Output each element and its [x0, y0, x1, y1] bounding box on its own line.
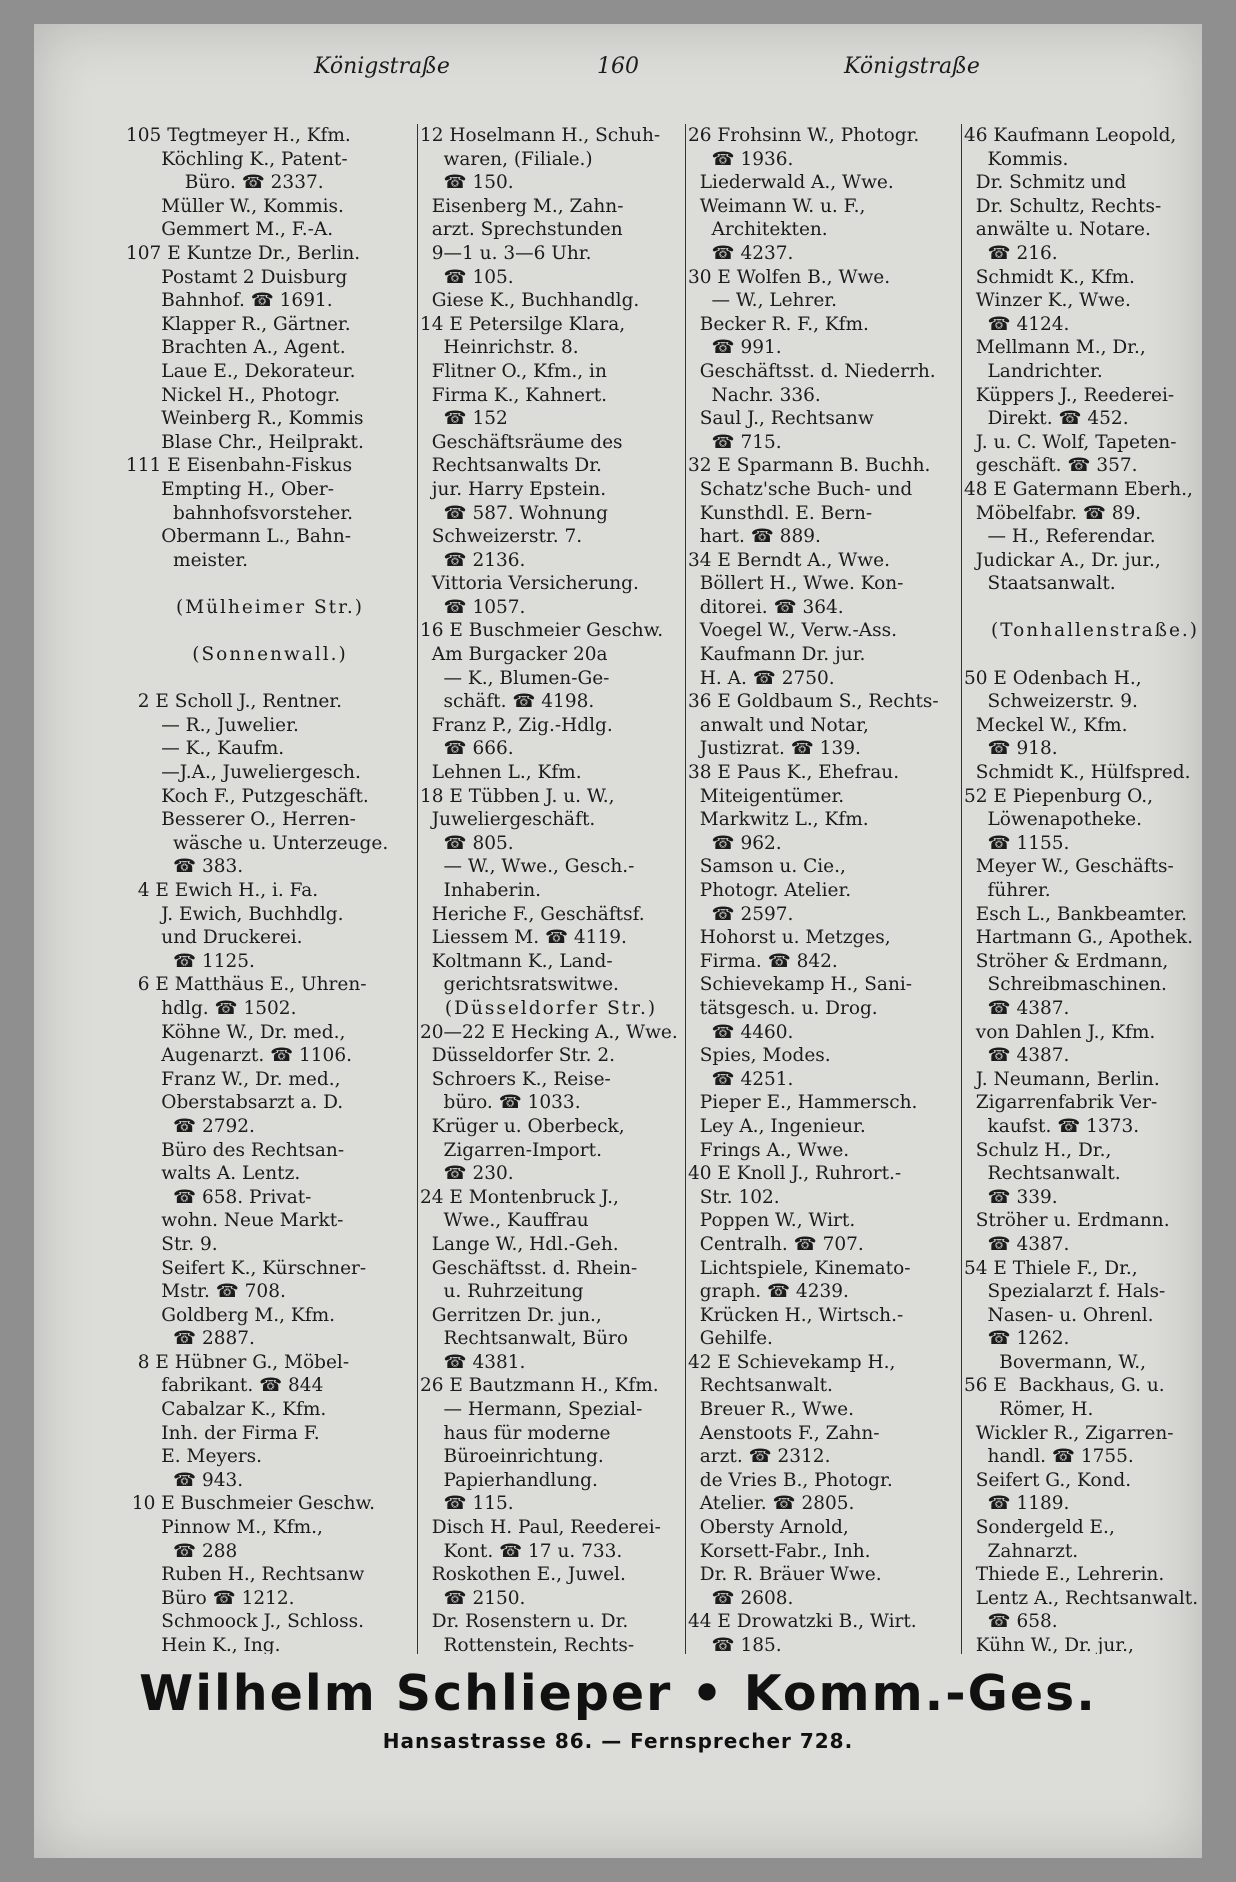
directory-entry-line: 48 E Gatermann Eberh., — [964, 478, 1193, 500]
directory-entry-line: Koltmann K., Land- — [420, 950, 613, 972]
directory-entry-line: 44 E Drowatzki B., Wirt. — [688, 1611, 917, 1633]
directory-entry-line: 105 Tegtmeyer H., Kfm. — [126, 125, 351, 146]
directory-entry-line: von Dahlen J., Kfm. — [964, 1021, 1156, 1043]
directory-entry-line: ☎ 216. — [964, 242, 1058, 264]
directory-entry-line: Wwe., Kauffrau — [420, 1210, 589, 1232]
directory-entry-line: ☎ 230. — [420, 1163, 514, 1185]
directory-entry-line: 107 E Kuntze Dr., Berlin. — [126, 242, 361, 264]
directory-entry-line: Liessem M. ☎ 4119. — [420, 927, 627, 949]
directory-entry-line: ☎ 2608. — [688, 1587, 794, 1609]
directory-entry-line: ☎ 1936. — [688, 148, 794, 170]
directory-entry-line: Schmidt K., Hülfspred. — [964, 762, 1191, 784]
directory-entry-line: Voegel W., Verw.-Ass. — [688, 620, 897, 642]
directory-entry-line: Augenarzt. ☎ 1106. — [126, 1045, 352, 1067]
directory-entry-line: arzt. ☎ 2312. — [688, 1446, 831, 1468]
directory-entry-line: Köchling K., Patent- — [126, 148, 348, 170]
directory-entry-line: ☎ 185. — [688, 1635, 782, 1654]
directory-entry-line: Lehnen L., Kfm. — [420, 762, 582, 784]
directory-entry-line: arzt. Sprechstunden — [420, 219, 623, 241]
directory-entry-line: ☎ 1057. — [420, 596, 526, 618]
directory-entry-line: Schatz'sche Buch- und — [688, 478, 913, 500]
directory-entry-line: waren, (Filiale.) — [420, 148, 593, 170]
directory-entry-line: bahnhofsvorsteher. — [126, 502, 354, 524]
directory-entry-line: schäft. ☎ 4198. — [420, 691, 595, 713]
directory-page — [34, 24, 1202, 1858]
column-2 — [420, 124, 682, 1654]
directory-entry-line: ☎ 105. — [420, 266, 514, 288]
advertisement — [34, 1664, 1202, 1758]
directory-entry-line: Schmidt K., Kfm. — [964, 266, 1135, 288]
directory-entry-line: Becker R. F., Kfm. — [688, 313, 869, 335]
directory-entry-line: 18 E Tübben J. u. W., — [420, 785, 615, 807]
directory-entry-line: Brachten A., Agent. — [126, 337, 346, 359]
directory-entry-line: gerichtsratswitwe. — [420, 974, 619, 996]
directory-entry-line: wohn. Neue Markt- — [126, 1210, 344, 1232]
directory-entry-line: ☎ 587. Wohnung — [420, 502, 608, 524]
directory-entry-line: Geschäftsst. d. Niederrh. — [688, 360, 936, 382]
column-divider — [961, 124, 962, 1654]
directory-entry-line: Pinnow M., Kfm., — [126, 1517, 323, 1539]
directory-entry-line: — K., Kaufm. — [126, 738, 285, 760]
directory-entry-line: ☎ 1155. — [964, 832, 1070, 854]
directory-entry-line: H. A. ☎ 2750. — [688, 667, 835, 689]
directory-entry-line: Sondergeld E., — [964, 1517, 1115, 1539]
directory-entry-line: ☎ 1262. — [964, 1328, 1070, 1350]
directory-entry-line: Dr. Schmitz und — [964, 172, 1127, 194]
directory-entry-line: Atelier. ☎ 2805. — [688, 1493, 855, 1515]
directory-entry-line: Möbelfabr. ☎ 89. — [964, 502, 1142, 524]
column-4 — [964, 124, 1226, 1654]
directory-entry-line: Judickar A., Dr. jur., — [964, 549, 1161, 571]
directory-entry-line: Gehilfe. — [688, 1328, 773, 1350]
directory-entry-line: 32 E Sparmann B. Buchh. — [688, 455, 931, 477]
directory-entry-line: Juweliergeschäft. — [420, 809, 596, 831]
directory-entry-line: Wickler R., Zigarren- — [964, 1422, 1174, 1444]
directory-entry-line: Winzer K., Wwe. — [964, 290, 1131, 312]
directory-entry-line: Zigarrenfabrik Ver- — [964, 1092, 1158, 1114]
directory-entry-line: Photogr. Atelier. — [688, 880, 852, 901]
directory-entry-line: ☎ 115. — [420, 1493, 514, 1515]
directory-entry-line: Zahnarzt. — [964, 1540, 1079, 1562]
directory-entry-line: Büro des Rechtsan- — [126, 1139, 345, 1161]
directory-entry-line: Rechtsanwalt. — [688, 1375, 833, 1397]
directory-entry-line: ☎ 4460. — [688, 1021, 794, 1043]
directory-entry-line: ☎ 658. — [964, 1611, 1058, 1633]
column-divider — [417, 124, 418, 1654]
directory-entry-line: ☎ 4387. — [964, 1233, 1070, 1255]
directory-entry-line: Nachr. 336. — [688, 384, 821, 406]
directory-entry-line: ☎ 918. — [964, 738, 1058, 760]
directory-entry-line: Disch H. Paul, Reederei- — [420, 1517, 661, 1539]
directory-entry-line: Obersty Arnold, — [688, 1517, 849, 1539]
directory-entry-line: Samson u. Cie., — [688, 856, 846, 878]
directory-entry-line: Vittoria Versicherung. — [420, 573, 639, 595]
directory-entry-line: ☎ 2136. — [420, 549, 526, 571]
directory-entry-line: Goldberg M., Kfm. — [126, 1304, 335, 1326]
directory-entry-line: ☎ 2597. — [688, 903, 794, 925]
directory-entry-line: Dr. Rosenstern u. Dr. — [420, 1611, 629, 1633]
directory-entry-line: Schievekamp H., Sani- — [688, 974, 913, 996]
directory-entry-line: walts A. Lentz. — [126, 1163, 301, 1185]
directory-entry-line: geschäft. ☎ 357. — [964, 455, 1138, 477]
directory-entry-line: anwalt und Notar, — [688, 714, 869, 736]
directory-entry-line: kaufst. ☎ 1373. — [964, 1115, 1140, 1137]
directory-entry-line: ☎ 4124. — [964, 313, 1070, 335]
directory-entry-line: Liederwald A., Wwe. — [688, 172, 894, 194]
directory-entry-line: Pieper E., Hammersch. — [688, 1092, 918, 1114]
directory-entry-line: Löwenapotheke. — [964, 809, 1142, 831]
directory-entry-line: ditorei. ☎ 364. — [688, 596, 844, 618]
directory-entry-line: Ruben H., Rechtsanw — [126, 1564, 365, 1586]
directory-entry-line: Franz P., Zig.-Hdlg. — [420, 714, 613, 736]
directory-entry-line: ☎ 383. — [126, 856, 244, 878]
directory-entry-line: ☎ 943. — [126, 1469, 244, 1491]
directory-entry-line: Meyer W., Geschäfts- — [964, 856, 1174, 878]
directory-entry-line: 56 E Backhaus, G. u. — [964, 1375, 1165, 1397]
directory-entry-line: Kaufmann Dr. jur. — [688, 644, 866, 666]
directory-entry-line: Heinrichstr. 8. — [420, 337, 579, 359]
directory-entry-line: — W., Wwe., Gesch.- — [420, 856, 635, 878]
directory-entry-line: 6 E Matthäus E., Uhren- — [126, 974, 367, 996]
directory-entry-line: Gemmert M., F.-A. — [126, 219, 334, 241]
section-heading: (Sonnenwall.) — [192, 644, 348, 666]
ad-firm-name: Wilhelm Schlieper • Komm.-Ges. — [139, 1665, 1097, 1722]
directory-entry-line: Zigarren-Import. — [420, 1139, 602, 1161]
directory-entry-line: ☎ 1125. — [126, 950, 255, 972]
directory-entry-line: Korsett-Fabr., Inh. — [688, 1540, 871, 1562]
directory-entry-line: Römer, H. — [964, 1399, 1094, 1421]
directory-entry-line: Rottenstein, Rechts- — [420, 1635, 635, 1654]
directory-entry-line: ☎ 2887. — [126, 1328, 255, 1350]
directory-entry-line: — H., Referendar. — [964, 526, 1156, 548]
directory-entry-line: Oberstabsarzt a. D. — [126, 1092, 344, 1114]
directory-entry-line: —J.A., Juweliergesch. — [126, 762, 361, 784]
directory-entry-line: ☎ 2150. — [420, 1587, 526, 1609]
directory-entry-line: und Druckerei. — [126, 927, 303, 949]
directory-entry-line: Frings A., Wwe. — [688, 1139, 850, 1161]
directory-entry-line: ☎ 339. — [964, 1186, 1058, 1208]
directory-entry-line: ☎ 4387. — [964, 1045, 1070, 1067]
directory-entry-line: Weinberg R., Kommis — [126, 408, 364, 430]
directory-entry-line: Spezialarzt f. Hals- — [964, 1281, 1166, 1303]
column-1 — [126, 124, 414, 1654]
directory-entry-line: Rechtsanwalt, Büro — [420, 1328, 629, 1350]
column-divider — [685, 124, 686, 1654]
directory-entry-line: Büro ☎ 1212. — [126, 1587, 295, 1609]
directory-entry-line — [126, 572, 414, 596]
directory-entry-line: 46 Kaufmann Leopold, — [964, 125, 1177, 146]
directory-entry-line: 12 Hoselmann H., Schuh- — [420, 125, 661, 146]
directory-entry-line: wäsche u. Unterzeuge. — [126, 832, 389, 854]
directory-entry-line: graph. ☎ 4239. — [688, 1281, 849, 1303]
directory-entry-line: Inh. der Firma F. — [126, 1422, 320, 1444]
directory-entry-line: Ley A., Ingenieur. — [688, 1115, 866, 1137]
directory-entry-line: meister. — [126, 549, 249, 571]
directory-entry-line: Ströher & Erdmann, — [964, 950, 1169, 972]
directory-entry-line: J. Neumann, Berlin. — [964, 1068, 1160, 1090]
directory-entry-line: Kühn W., Dr. jur., — [964, 1635, 1134, 1654]
directory-entry-line: Lentz A., Rechtsanwalt. — [964, 1587, 1199, 1609]
directory-entry-line: tätsgesch. u. Drog. — [688, 997, 878, 1019]
directory-entry-line: Staatsanwalt. — [964, 573, 1116, 595]
directory-entry-line: 2 E Scholl J., Rentner. — [126, 691, 343, 713]
section-heading: (Mülheimer Str.) — [175, 596, 364, 618]
directory-entry-line: de Vries B., Photogr. — [688, 1469, 893, 1491]
directory-entry-line: Schreibmaschinen. — [964, 974, 1167, 996]
directory-entry-line: 8 E Hübner G., Möbel- — [126, 1351, 350, 1373]
directory-entry-line: Thiede E., Lehrerin. — [964, 1564, 1165, 1586]
directory-entry-line: Hein K., Ing. — [126, 1635, 281, 1654]
directory-entry-line: Roskothen E., Juwel. — [420, 1564, 626, 1586]
directory-entry-line: J. u. C. Wolf, Tapeten- — [964, 431, 1177, 453]
directory-entry-line: Seifert G., Kond. — [964, 1469, 1132, 1491]
directory-entry-line: — K., Blumen-Ge- — [420, 667, 610, 689]
directory-entry-line: 14 E Petersilge Klara, — [420, 313, 626, 335]
directory-entry-line: Lichtspiele, Kinemato- — [688, 1257, 911, 1279]
section-heading: (Tonhallenstraße.) — [990, 620, 1200, 642]
directory-entry-line: Franz W., Dr. med., — [126, 1068, 341, 1090]
directory-entry-line — [126, 619, 414, 643]
directory-entry-line: Schroers K., Reise- — [420, 1068, 611, 1090]
directory-entry-line: Kont. ☎ 17 u. 733. — [420, 1540, 623, 1562]
directory-entry-line: Spies, Modes. — [688, 1045, 831, 1067]
directory-entry-line: Dr. R. Bräuer Wwe. — [688, 1564, 882, 1586]
directory-entry-line: Seifert K., Kürschner- — [126, 1257, 367, 1279]
directory-entry-line: Papierhandlung. — [420, 1469, 598, 1491]
directory-entry-line: Ströher u. Erdmann. — [964, 1210, 1170, 1232]
directory-entry-line: Poppen W., Wirt. — [688, 1210, 856, 1232]
directory-entry-line: Krücken H., Wirtsch.- — [688, 1304, 904, 1326]
directory-entry-line: 20—22 E Hecking A., Wwe. — [420, 1021, 678, 1043]
directory-entry-line: E. Meyers. — [126, 1446, 263, 1468]
directory-entry-line: ☎ 658. Privat- — [126, 1186, 312, 1208]
directory-entry-line: Kommis. — [964, 148, 1069, 170]
directory-entry-line: 54 E Thiele F., Dr., — [964, 1257, 1138, 1279]
directory-entry-line: ☎ 991. — [688, 337, 782, 359]
directory-entry-line: — W., Lehrer. — [688, 290, 837, 312]
directory-entry-line: Aenstoots F., Zahn- — [688, 1422, 880, 1444]
directory-entry-line: 24 E Montenbruck J., — [420, 1186, 619, 1208]
directory-entry-line: Lange W., Hdl.-Geh. — [420, 1233, 619, 1255]
directory-entry-line: ☎ 150. — [420, 172, 514, 194]
directory-entry-line: Rechtsanwalts Dr. — [420, 455, 602, 477]
directory-entry-line: hart. ☎ 889. — [688, 526, 821, 548]
directory-entry-line: Nickel H., Photogr. — [126, 384, 341, 406]
directory-entry-line: 36 E Goldbaum S., Rechts- — [688, 691, 939, 713]
directory-entry-line: Schweizerstr. 9. — [964, 691, 1138, 713]
directory-entry-line: jur. Harry Epstein. — [420, 478, 607, 500]
directory-entry-line: ☎ 1189. — [964, 1493, 1070, 1515]
directory-entry-line: Esch L., Bankbeamter. — [964, 903, 1188, 925]
directory-entry-line: Am Burgacker 20a — [420, 644, 608, 666]
directory-entry-line: Direkt. ☎ 452. — [964, 408, 1129, 430]
directory-entry-line: Empting H., Ober- — [126, 478, 334, 500]
header-street-right: Königstraße — [844, 54, 980, 79]
directory-entry-line: Eisenberg M., Zahn- — [420, 195, 624, 217]
directory-entry-line: Schmoock J., Schloss. — [126, 1611, 364, 1633]
directory-entry-line: Obermann L., Bahn- — [126, 526, 351, 548]
directory-entry-line: Firma K., Kahnert. — [420, 384, 608, 406]
section-heading: (Düsseldorfer Str.) — [444, 997, 658, 1019]
directory-entry-line: Kunsthdl. E. Bern- — [688, 502, 873, 524]
directory-entry-line: 34 E Berndt A., Wwe. — [688, 549, 890, 571]
directory-entry-line: Büroeinrichtung. — [420, 1446, 604, 1468]
directory-entry-line: haus für moderne — [420, 1422, 611, 1444]
directory-entry-line: Krüger u. Oberbeck, — [420, 1115, 625, 1137]
directory-entry-line: Meckel W., Kfm. — [964, 714, 1128, 736]
directory-entry-line: Müller W., Kommis. — [126, 195, 344, 217]
directory-entry-line: 40 E Knoll J., Ruhrort.- — [688, 1163, 902, 1185]
directory-entry-line: Bovermann, W., — [964, 1351, 1146, 1373]
directory-entry-line: ☎ 4387. — [964, 997, 1070, 1019]
directory-entry-line: Nasen- u. Ohrenl. — [964, 1304, 1154, 1326]
directory-entry-line: ☎ 805. — [420, 832, 514, 854]
directory-entry-line: 38 E Paus K., Ehefrau. — [688, 762, 900, 784]
directory-entry-line: 26 E Bautzmann H., Kfm. — [420, 1375, 659, 1397]
directory-entry-line: ☎ 4251. — [688, 1068, 794, 1090]
directory-entry-line: Inhaberin. — [420, 880, 542, 901]
directory-entry-line: 10 E Buschmeier Geschw. — [126, 1493, 376, 1515]
directory-entry-line: Postamt 2 Duisburg — [126, 266, 348, 288]
directory-entry-line: ☎ 666. — [420, 738, 514, 760]
directory-entry-line: Giese K., Buchhandlg. — [420, 290, 640, 312]
directory-entry-line: Gerritzen Dr. jun., — [420, 1304, 602, 1326]
directory-entry-line: ☎ 962. — [688, 832, 782, 854]
directory-columns — [126, 124, 1200, 1654]
directory-entry-line: 9—1 u. 3—6 Uhr. — [420, 242, 592, 264]
directory-entry-line: Geschäftsst. d. Rhein- — [420, 1257, 638, 1279]
directory-entry-line: Rechtsanwalt. — [964, 1163, 1121, 1185]
column-3 — [688, 124, 958, 1654]
directory-entry-line: Köhne W., Dr. med., — [126, 1021, 346, 1043]
directory-entry-line: 30 E Wolfen B., Wwe. — [688, 266, 891, 288]
directory-entry-line: u. Ruhrzeitung — [420, 1281, 584, 1303]
directory-entry-line: fabrikant. ☎ 844 — [126, 1375, 324, 1397]
directory-entry-line: Str. 102. — [688, 1186, 780, 1208]
directory-entry-line: Besserer O., Herren- — [126, 809, 356, 831]
header-street-left: Königstraße — [314, 54, 450, 79]
directory-entry-line: ☎ 4381. — [420, 1351, 526, 1373]
directory-entry-line: Hohorst u. Metzges, — [688, 927, 891, 949]
directory-entry-line: Flitner O., Kfm., in — [420, 360, 607, 382]
page-number: 160 — [597, 54, 639, 79]
directory-entry-line: Bahnhof. ☎ 1691. — [126, 290, 333, 312]
directory-entry-line: Cabalzar K., Kfm. — [126, 1399, 327, 1421]
directory-entry-line: — Hermann, Spezial- — [420, 1399, 643, 1421]
directory-entry-line: Centralh. ☎ 707. — [688, 1233, 864, 1255]
directory-entry-line: Heriche F., Geschäftsf. — [420, 903, 645, 925]
directory-entry-line: 26 Frohsinn W., Photogr. — [688, 125, 920, 146]
directory-entry-line: Blase Chr., Heilprakt. — [126, 431, 364, 453]
directory-entry-line: Dr. Schultz, Rechts- — [964, 195, 1162, 217]
directory-entry-line — [964, 596, 1226, 620]
directory-entry-line: ☎ 4237. — [688, 242, 794, 264]
directory-entry-line: ☎ 715. — [688, 431, 782, 453]
directory-entry-line: Schweizerstr. 7. — [420, 526, 583, 548]
directory-entry-line: ☎ 2792. — [126, 1115, 255, 1137]
directory-entry-line: Böllert H., Wwe. Kon- — [688, 573, 904, 595]
directory-entry-line: Hartmann G., Apothek. — [964, 927, 1193, 949]
directory-entry-line: Düsseldorfer Str. 2. — [420, 1045, 616, 1067]
directory-entry-line: ☎ 152 — [420, 408, 508, 430]
directory-entry-line: Landrichter. — [964, 360, 1103, 382]
ad-address: Hansastrasse 86. — Fernsprecher 728. — [382, 1729, 854, 1753]
directory-entry-line: Miteigentümer. — [688, 785, 845, 807]
directory-entry-line: büro. ☎ 1033. — [420, 1092, 581, 1114]
directory-entry-line: handl. ☎ 1755. — [964, 1446, 1134, 1468]
directory-entry-line: 16 E Buschmeier Geschw. — [420, 620, 664, 642]
directory-entry-line: 4 E Ewich H., i. Fa. — [126, 880, 319, 901]
directory-entry-line: Klapper R., Gärtner. — [126, 313, 351, 335]
directory-entry-line: Küppers J., Reederei- — [964, 384, 1175, 406]
directory-entry-line: hdlg. ☎ 1502. — [126, 997, 297, 1019]
directory-entry-line: Koch F., Putzgeschäft. — [126, 785, 369, 807]
directory-entry-line: Weimann W. u. F., — [688, 195, 866, 217]
directory-entry-line: Mstr. ☎ 708. — [126, 1281, 286, 1303]
directory-entry-line: Büro. ☎ 2337. — [126, 172, 324, 194]
directory-entry-line: Firma. ☎ 842. — [688, 950, 838, 972]
directory-entry-line: Schulz H., Dr., — [964, 1139, 1112, 1161]
directory-entry-line: Architekten. — [688, 219, 828, 241]
directory-entry-line: 111 E Eisenbahn-Fiskus — [126, 455, 353, 477]
page-header — [34, 54, 1202, 94]
directory-entry-line: Laue E., Dekorateur. — [126, 360, 356, 382]
directory-entry-line: 42 E Schievekamp H., — [688, 1351, 896, 1373]
directory-entry-line: Geschäftsräume des — [420, 431, 623, 453]
directory-entry-line: Markwitz L., Kfm. — [688, 809, 869, 831]
directory-entry-line: ☎ 288 — [126, 1540, 238, 1562]
directory-entry-line — [126, 667, 414, 691]
directory-entry-line: 52 E Piepenburg O., — [964, 785, 1153, 807]
directory-entry-line: Str. 9. — [126, 1233, 218, 1255]
directory-entry-line: Breuer R., Wwe. — [688, 1399, 854, 1421]
directory-entry-line: 50 E Odenbach H., — [964, 667, 1142, 689]
directory-entry-line: führer. — [964, 880, 1051, 901]
directory-entry-line: J. Ewich, Buchhdlg. — [126, 903, 344, 925]
directory-entry-line: anwälte u. Notare. — [964, 219, 1151, 241]
directory-entry-line: Saul J., Rechtsanw — [688, 408, 874, 430]
directory-entry-line: Justizrat. ☎ 139. — [688, 738, 861, 760]
directory-entry-line: Mellmann M., Dr., — [964, 337, 1146, 359]
directory-entry-line: — R., Juwelier. — [126, 714, 299, 736]
directory-entry-line — [964, 643, 1226, 667]
